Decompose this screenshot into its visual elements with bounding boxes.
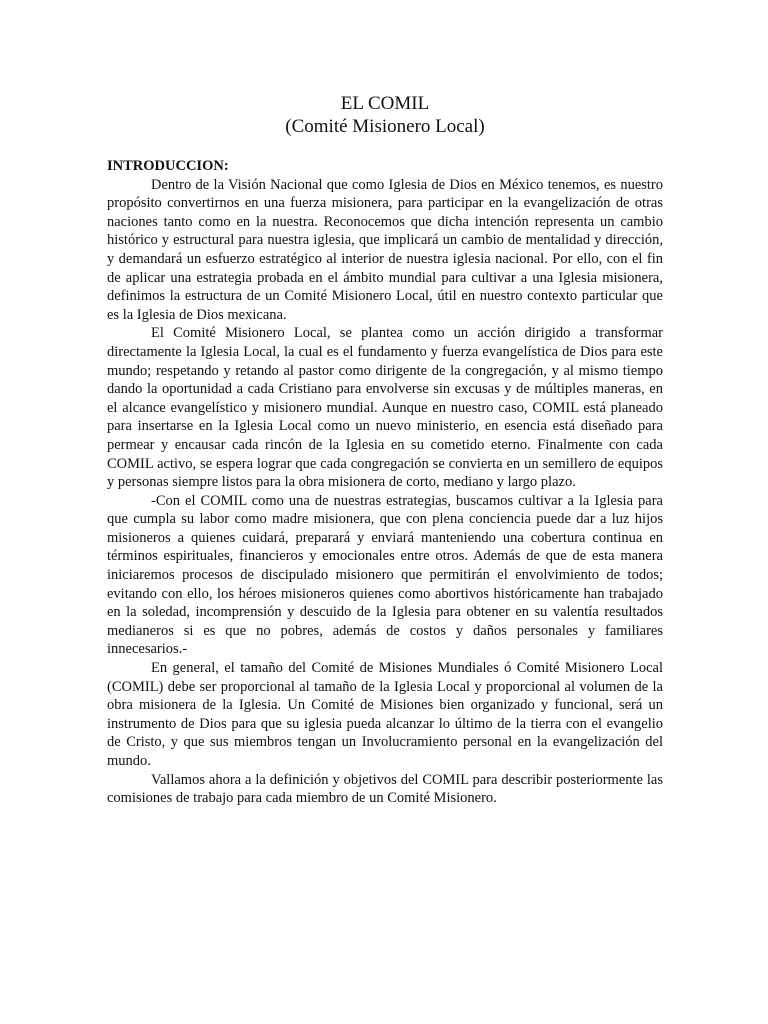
section-heading: INTRODUCCION: <box>107 158 229 174</box>
paragraph-3: -Con el COMIL como una de nuestras estrategias, buscamos cultivar a la Iglesia para que cumpla su labor como madre misionera, que con plena conciencia puede dar a luz hijos misioneros a quienes cuidará, preparará y enviará manteniendo una cobertura continua en términos espirituales, financieros y emocionales entre otros. Además de que de esta manera iniciaremos procesos de discipulado misionero que permitirán el envolvimiento de todos; evitando con ello, los héroes misioneros quienes como abortivos históricamente han trabajado en la soledad, incomprensión y descuido de la Iglesia para obtener en su valentía resultados medianeros si es que no pobres, además de costos y daños personales y familiares innecesarios.- <box>107 492 663 658</box>
paragraph-1: Dentro de la Visión Nacional que como Iglesia de Dios en México tenemos, es nuestro propósito convertirnos en una fuerza misionera, para participar en la evangelización de otras naciones tanto como en la nuestra. Reconocemos que dicha intención representa un cambio histórico y estructural para nuestra iglesia, que implicará un cambio de mentalidad y dirección, y demandará un esfuerzo estratégico al interior de nuestra iglesia nacional. Por ello, con el fin de aplicar una estrategia probada en el ámbito mundial para cultivar a una Iglesia misionera, definimos la estructura de un Comité Misionero Local, útil en nuestro contexto particular que es la Iglesia de Dios mexicana. <box>107 176 663 323</box>
document-page <box>107 92 663 808</box>
document-subtitle: (Comité Misionero Local) <box>285 116 485 137</box>
document-title: EL COMIL <box>340 93 430 114</box>
paragraph-5: Vallamos ahora a la definición y objetivos del COMIL para describir posteriormente las comisiones de trabajo para cada miembro de un Comité Misionero. <box>107 771 663 807</box>
paragraph-4: En general, el tamaño del Comité de Misiones Mundiales ó Comité Misionero Local (COMIL) debe ser proporcional al tamaño de la Iglesia Local y proporcional al volumen de la obra misionera de la Iglesia. Un Comité de Misiones bien organizado y funcional, será un instrumento de Dios para que su iglesia pueda alcanzar lo último de la tierra con el evangelio de Cristo, y que sus miembros tengan un Involucramiento personal en la evangelización del mundo. <box>107 660 663 769</box>
paragraph-2: El Comité Misionero Local, se plantea como un acción dirigido a transformar directamente la Iglesia Local, la cual es el fundamento y fuerza evangelística de Dios para este mundo; respetando y retando al pastor como dirigente de la congregación, y al mismo tiempo dando la oportunidad a cada Cristiano para envolverse sin excusas y de múltiples maneras, en el alcance evangelístico y misionero mundial. Aunque en nuestro caso, COMIL está planeado para insertarse en la Iglesia Local como un nuevo ministerio, en esencia está diseñado para permear y encausar cada rincón de la Iglesia en su cometido eterno. Finalmente con cada COMIL activo, se espera lograr que cada congregación se convierta en un semillero de equipos y personas siempre listos para la obra misionera de corto, mediano y largo plazo. <box>107 325 663 491</box>
